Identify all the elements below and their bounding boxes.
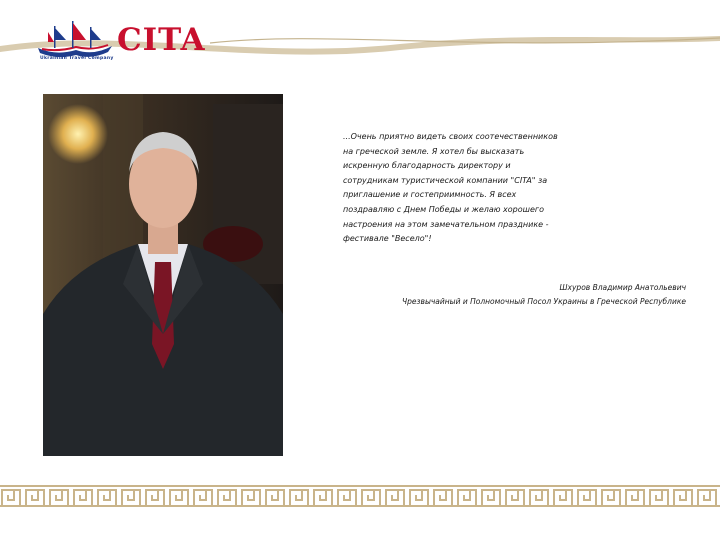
signature-name: Шхуров Владимир Анатольевич <box>559 283 686 292</box>
brand-name: CITA <box>117 22 206 58</box>
signature-title: Чрезвычайный и Полномочный Посол Украины в Греческой Республике <box>402 297 686 306</box>
greek-key-border <box>0 482 720 510</box>
brand-tagline: Ukrainian Travel Company <box>40 56 114 61</box>
ambassador-quote: ...Очень приятно видеть своих соотечественников на греческой земле. Я хотел бы высказать искренную благодарность директору и сотрудникам туристической компании "CITA" за приглашение и гостеприимность. Я всех поздравляю с Днем Победы и желаю хорошего настроения на этом замечательном празднике - фестивале "Весело"! <box>343 132 558 244</box>
ambassador-photo <box>43 94 283 456</box>
header <box>0 0 720 80</box>
ship-logo-icon <box>36 18 114 58</box>
